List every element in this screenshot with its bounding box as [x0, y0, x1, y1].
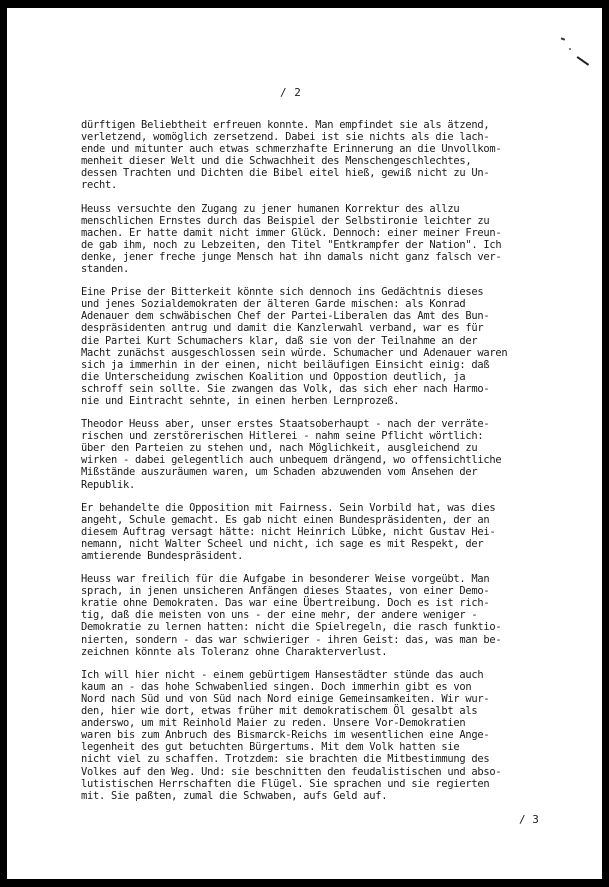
text-line: nie und Eintracht sehnte, in einen herben Lernprozeß.: [81, 394, 400, 407]
pen-mark: [577, 56, 589, 65]
text-line: diesem Auftrag versagt hätte: nicht Heinrich Lübke, nicht Gustav Hei-: [81, 525, 496, 538]
text-line: despräsidenten antrug und damit die Kanzlerwahl verband, war es für: [81, 322, 484, 335]
text-line: denke, jener freche junge Mensch hat ihn damals nicht ganz falsch ver-: [81, 250, 502, 263]
text-line: Adenauer dem schwäbischen Chef der Partei-Liberalen das Amt des Bun-: [81, 310, 490, 323]
text-line: kratie ohne Demokraten. Das war eine Übertreibung. Doch es ist rich-: [81, 597, 490, 610]
text-line: Theodor Heuss aber, unser erstes Staatsoberhaupt - nach der verräte-: [81, 418, 490, 431]
text-line: sprach, in jenen unsicheren Anfängen dieses Staates, von einer Demo-: [81, 585, 490, 598]
text-line: Ich will hier nicht - einem gebürtigem Hansestädter stünde das auch: [81, 668, 484, 681]
text-line: Heuss war freilich für die Aufgabe in besonderer Weise vorgeübt. Man: [81, 573, 490, 586]
text-line: Republik.: [81, 478, 136, 491]
paragraph: [81, 203, 557, 276]
text-line: dessen Trachten und Dichten die Bibel eitel hieß, gewiß nicht zu Un-: [81, 167, 490, 180]
text-line: die Partei Kurt Schumachers klar, daß sie von der Teilnahme an der: [81, 334, 478, 347]
paragraph: [81, 119, 557, 192]
paragraph: [81, 418, 557, 491]
text-line: anderswo, um mit Reinhold Maier zu reden. Unsere Vor-Demokratien: [81, 717, 466, 730]
text-line: angeht, Schule gemacht. Es gab nicht einen Bundespräsidenten, der an: [81, 513, 490, 526]
text-line: lutistischen Herrschaften die Flügel. Sie sprachen und sie regierten: [81, 777, 490, 790]
paragraph: [81, 573, 557, 658]
text-line: amtierende Bundespräsident.: [81, 550, 244, 562]
document-page: [7, 8, 602, 879]
scan-speck: [561, 37, 565, 40]
text-line: zeichnen könnte als Toleranz ohne Charakterverlust.: [81, 645, 388, 658]
paragraph: [81, 286, 557, 407]
paragraph: [81, 502, 557, 562]
text-line: nierten, sondern - das war schwieriger - ihren Geist: das, was man be-: [81, 633, 502, 646]
text-line: die Unterscheidung zwischen Koalition und Oppostion deutlich, ja: [81, 370, 466, 383]
text-line: nemann, nicht Walter Scheel und nicht, ich sage es mit Respekt, der: [81, 537, 484, 550]
text-line: den, hier wie dort, etwas früher mit demokratischem Öl gesalbt als: [81, 705, 478, 718]
text-line: tig, daß die meisten von uns - der eine mehr, der andere weniger -: [81, 609, 478, 622]
document-body: [81, 119, 557, 813]
text-line: mit. Sie paßten, zumal die Schwaben, aufs Geld auf.: [81, 789, 388, 802]
text-line: dürftigen Beliebtheit erfreuen konnte. Man empfindet sie als ätzend,: [81, 119, 490, 131]
scan-speck: [569, 48, 571, 50]
text-line: legenheit des gut betuchten Bürgertums. Mit dem Volk hatten sie: [81, 741, 460, 754]
text-line: kaum an - das hohe Schwabenlied singen. Doch immerhin gibt es von: [81, 680, 472, 693]
text-line: und jenes Sozialdemokraten der älteren Garde mischen: als Konrad: [81, 298, 466, 311]
next-page-marker: / 3: [519, 813, 539, 826]
text-line: sich ja immerhin in der einen, nicht beiläufigen Einsicht einig: daß: [81, 358, 490, 371]
text-line: ende und mitunter auch etwas schmerzhafte Erinnerung an die Unvollkom-: [81, 143, 502, 156]
text-line: rischen und zerstörerischen Hitlerei - nahm seine Pflicht wörtlich:: [81, 430, 484, 443]
text-line: Nord nach Süd und von Süd nach Nord einige Gemeinsamkeiten. Wir wur-: [81, 692, 490, 705]
page-number: / 2: [280, 86, 302, 99]
text-line: recht.: [81, 179, 118, 192]
paragraph: [81, 669, 557, 802]
text-line: nicht viel zu schaffen. Trotzdem: sie brachten die Mitbestimmung des: [81, 753, 490, 766]
text-line: Mißstände auszuräumen waren, um Schaden abzuwenden vom Ansehen der: [81, 466, 478, 479]
text-line: menschlichen Ernstes durch das Beispiel der Selbstironie leichter zu: [81, 214, 490, 227]
text-line: Eine Prise der Bitterkeit könnte sich dennoch ins Gedächtnis dieses: [81, 286, 484, 299]
text-line: machen. Er hatte damit nicht immer Glück. Dennoch: einer meiner Freun-: [81, 226, 502, 239]
text-line: Er behandelte die Opposition mit Fairness. Sein Vorbild hat, was dies: [81, 501, 496, 514]
text-line: menheit dieser Welt und die Schwachheit des Menschengeschlechtes,: [81, 155, 472, 168]
text-line: über den Parteien zu stehen und, nach Möglichkeit, ausgleichend zu: [81, 442, 478, 455]
text-line: Macht zunächst ausgeschlossen sein würde. Schumacher und Adenauer waren: [81, 346, 508, 359]
text-line: waren bis zum Anbruch des Bismarck-Reichs im wesentlichen eine Ange-: [81, 729, 490, 742]
text-line: wirken - dabei gelegentlich auch unbequem drängend, wo offensichtliche: [81, 454, 502, 467]
text-line: Demokratie zu lernen hatten: nicht die Spielregeln, die rasch funktio-: [81, 621, 502, 634]
text-line: Volkes auf den Weg. Und: sie beschnitten den feudalistischen und abso-: [81, 765, 502, 778]
text-line: Heuss versuchte den Zugang zu jener humanen Korrektur des allzu: [81, 202, 460, 215]
text-line: verletzend, womöglich zersetzend. Dabei ist sie nichts als die lach-: [81, 131, 490, 144]
text-line: de gab ihm, noch zu Lebzeiten, den Titel "Entkrampfer der Nation". Ich: [81, 238, 502, 251]
text-line: standen.: [81, 263, 130, 276]
text-line: schroff sein sollte. Sie zwangen das Volk, das sich eher nach Harmo-: [81, 382, 490, 395]
